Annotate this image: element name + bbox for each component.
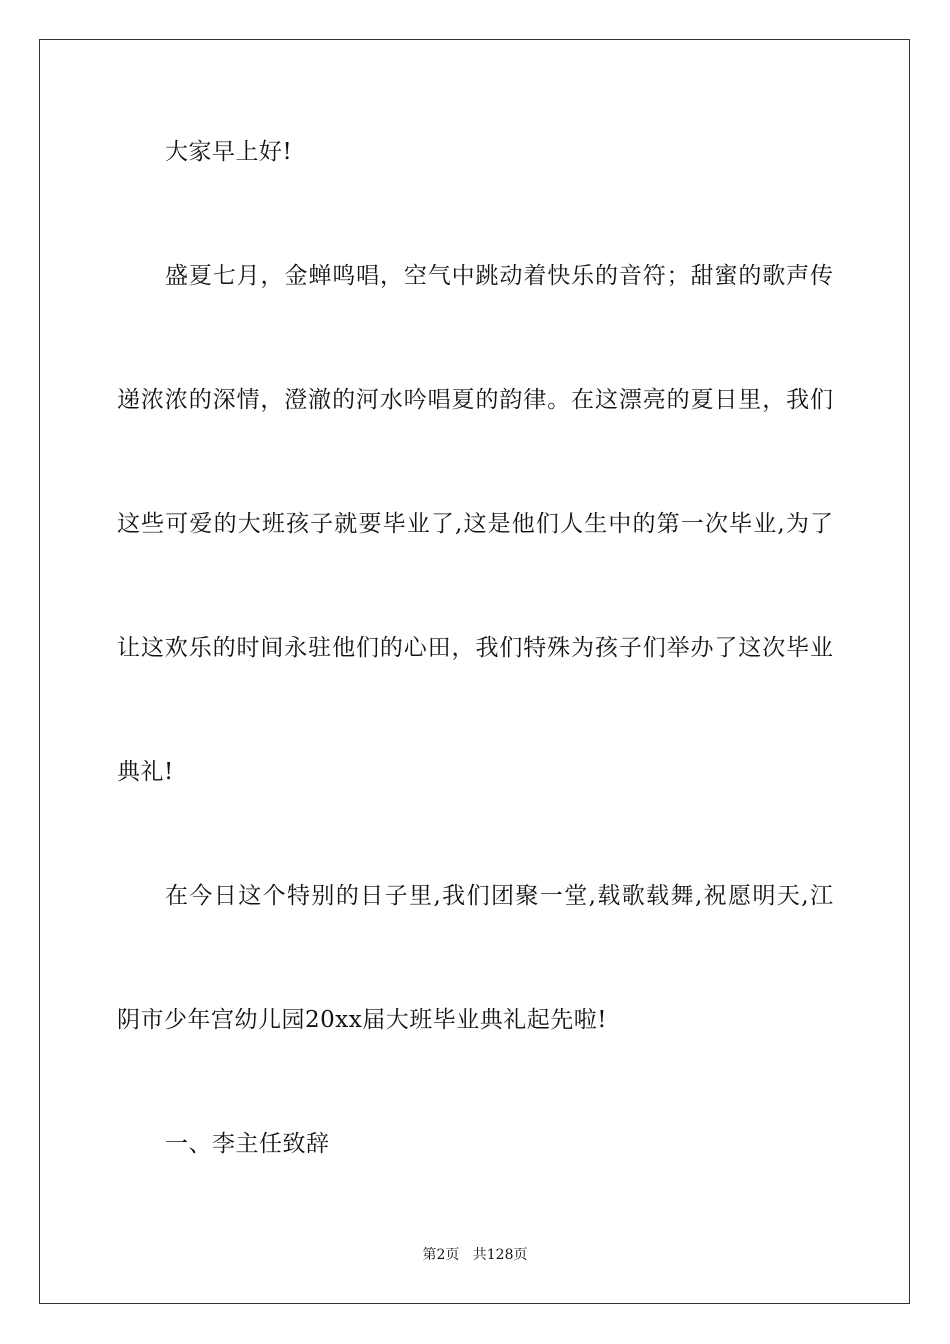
paragraph-line-2: 递浓浓的深情，澄澈的河水吟唱夏的韵律。在这漂亮的夏日里，我们 <box>117 387 833 413</box>
page-footer <box>0 1246 950 1264</box>
paragraph-line-6: 在今日这个特别的日子里,我们团聚一堂,载歌载舞,祝愿明天,江 <box>165 883 833 909</box>
greeting-line: 大家早上好! <box>165 139 293 165</box>
paragraph-line-7: 阴市少年宫幼儿园20xx届大班毕业典礼起先啦! <box>117 1007 607 1033</box>
section-heading: 一、李主任致辞 <box>165 1131 330 1157</box>
paragraph-line-1: 盛夏七月，金蝉鸣唱，空气中跳动着快乐的音符；甜蜜的歌声传 <box>165 263 833 289</box>
page-number: 第2页 <box>422 1247 460 1263</box>
page-border <box>39 39 910 1304</box>
paragraph-line-3: 这些可爱的大班孩子就要毕业了,这是他们人生中的第一次毕业,为了 <box>117 511 833 537</box>
page-total: 共128页 <box>472 1247 528 1263</box>
paragraph-line-5: 典礼! <box>117 759 174 785</box>
paragraph-line-4: 让这欢乐的时间永驻他们的心田，我们特殊为孩子们举办了这次毕业 <box>117 635 833 661</box>
